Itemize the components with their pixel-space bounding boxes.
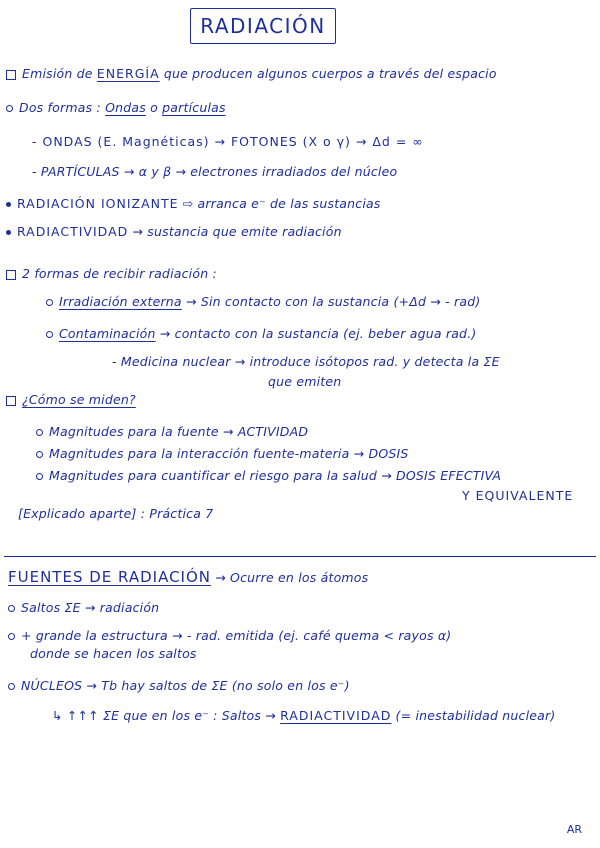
note-line-magnitudes-riesgo <box>36 468 501 483</box>
circle-bullet-icon <box>36 451 43 458</box>
note-line-medicina: - Medicina nuclear → introduce isótopos rad. y detecta la ΣE <box>112 354 500 369</box>
circle-bullet-icon <box>46 331 53 338</box>
section-divider <box>4 556 596 557</box>
line-text: (= inestabilidad nuclear) <box>391 708 556 723</box>
note-line-contaminacion <box>46 326 476 341</box>
note-line-grande-cont: donde se hacen los saltos <box>30 646 197 661</box>
emphasis-text: Ondas <box>105 100 146 115</box>
note-line-medicina-cont: que emiten <box>268 374 342 389</box>
line-text: → Sin contacto con la sustancia (+Δd → - rad) <box>181 294 481 309</box>
emphasis-text: RADIACTIVIDAD <box>17 224 129 239</box>
note-line-como-se-miden <box>6 392 136 407</box>
note-line-dos-formas <box>6 100 226 115</box>
line-text: Magnitudes para cuantificar el riesgo para la salud → DOSIS EFECTIVA <box>49 468 502 483</box>
dot-bullet-icon <box>6 230 11 235</box>
page-title: RADIACIÓN <box>200 14 326 38</box>
note-line-magnitudes-interaccion <box>36 446 409 461</box>
square-bullet-icon <box>6 270 16 280</box>
line-text: Saltos ΣE → radiación <box>21 600 160 615</box>
line-text: + grande la estructura → - rad. emitida (ej. café quema < rayos α) <box>21 628 452 643</box>
line-text: → sustancia que emite radiación <box>128 224 342 239</box>
section-heading: FUENTES DE RADIACIÓN <box>8 568 212 586</box>
line-text: que producen algunos cuerpos a través del espacio <box>159 66 497 81</box>
circle-bullet-icon <box>36 473 43 480</box>
line-text: → Ocurre en los átomos <box>211 570 369 585</box>
dot-bullet-icon <box>6 202 11 207</box>
square-bullet-icon <box>6 70 16 80</box>
circle-bullet-icon <box>6 105 13 112</box>
line-text: Magnitudes para la interacción fuente-materia → DOSIS <box>49 446 409 461</box>
signature: AR <box>566 823 582 836</box>
note-line-emision <box>6 66 497 81</box>
line-text: ⇨ arranca e⁻ de las sustancias <box>178 196 381 211</box>
emphasis-text: Irradiación externa <box>59 294 182 309</box>
emphasis-text: partículas <box>162 100 226 115</box>
circle-bullet-icon <box>46 299 53 306</box>
emphasis-text: ENERGÍA <box>96 66 160 81</box>
note-line-formas-recibir <box>6 266 217 281</box>
emphasis-text: Contaminación <box>59 326 156 341</box>
note-line-radiacion-ionizante <box>6 196 381 211</box>
emphasis-text: RADIACTIVIDAD <box>280 708 392 723</box>
circle-bullet-icon <box>36 429 43 436</box>
note-line-grande <box>8 628 451 643</box>
line-text: Magnitudes para la fuente → ACTIVIDAD <box>49 424 309 439</box>
square-bullet-icon <box>6 396 16 406</box>
title-box <box>190 8 336 44</box>
line-text: o <box>145 100 163 115</box>
line-text: ↳ ↑↑↑ ΣE que en los e⁻ : Saltos → <box>52 708 281 723</box>
emphasis-text: ¿Cómo se miden? <box>22 392 136 407</box>
note-line-fuentes <box>8 568 368 586</box>
emphasis-text: RADIACIÓN IONIZANTE <box>17 196 179 211</box>
line-text: NÚCLEOS → Tb hay saltos de ΣE (no solo en los e⁻) <box>21 678 350 693</box>
note-line-particulas: - PARTÍCULAS → α y β → electrones irradiados del núcleo <box>32 164 398 179</box>
note-line-saltos <box>8 600 159 615</box>
circle-bullet-icon <box>8 605 15 612</box>
circle-bullet-icon <box>8 633 15 640</box>
note-line-explicado: [Explicado aparte] : Práctica 7 <box>18 506 214 521</box>
note-line-radiactividad <box>6 224 342 239</box>
note-line-magnitudes-fuente <box>36 424 308 439</box>
note-line-saltos-nucleo <box>52 708 555 723</box>
line-text: Dos formas : <box>19 100 106 115</box>
note-line-nucleos <box>8 678 350 693</box>
line-text: → contacto con la sustancia (ej. beber agua rad.) <box>155 326 477 341</box>
note-line-ondas: - ONDAS (E. Magnéticas) → FOTONES (X o γ) → Δd = ∞ <box>32 134 424 149</box>
circle-bullet-icon <box>8 683 15 690</box>
line-text: Emisión de <box>22 66 97 81</box>
note-line-irradiacion <box>46 294 480 309</box>
line-text: 2 formas de recibir radiación : <box>22 266 217 281</box>
note-line-equivalente: Y EQUIVALENTE <box>462 488 574 503</box>
